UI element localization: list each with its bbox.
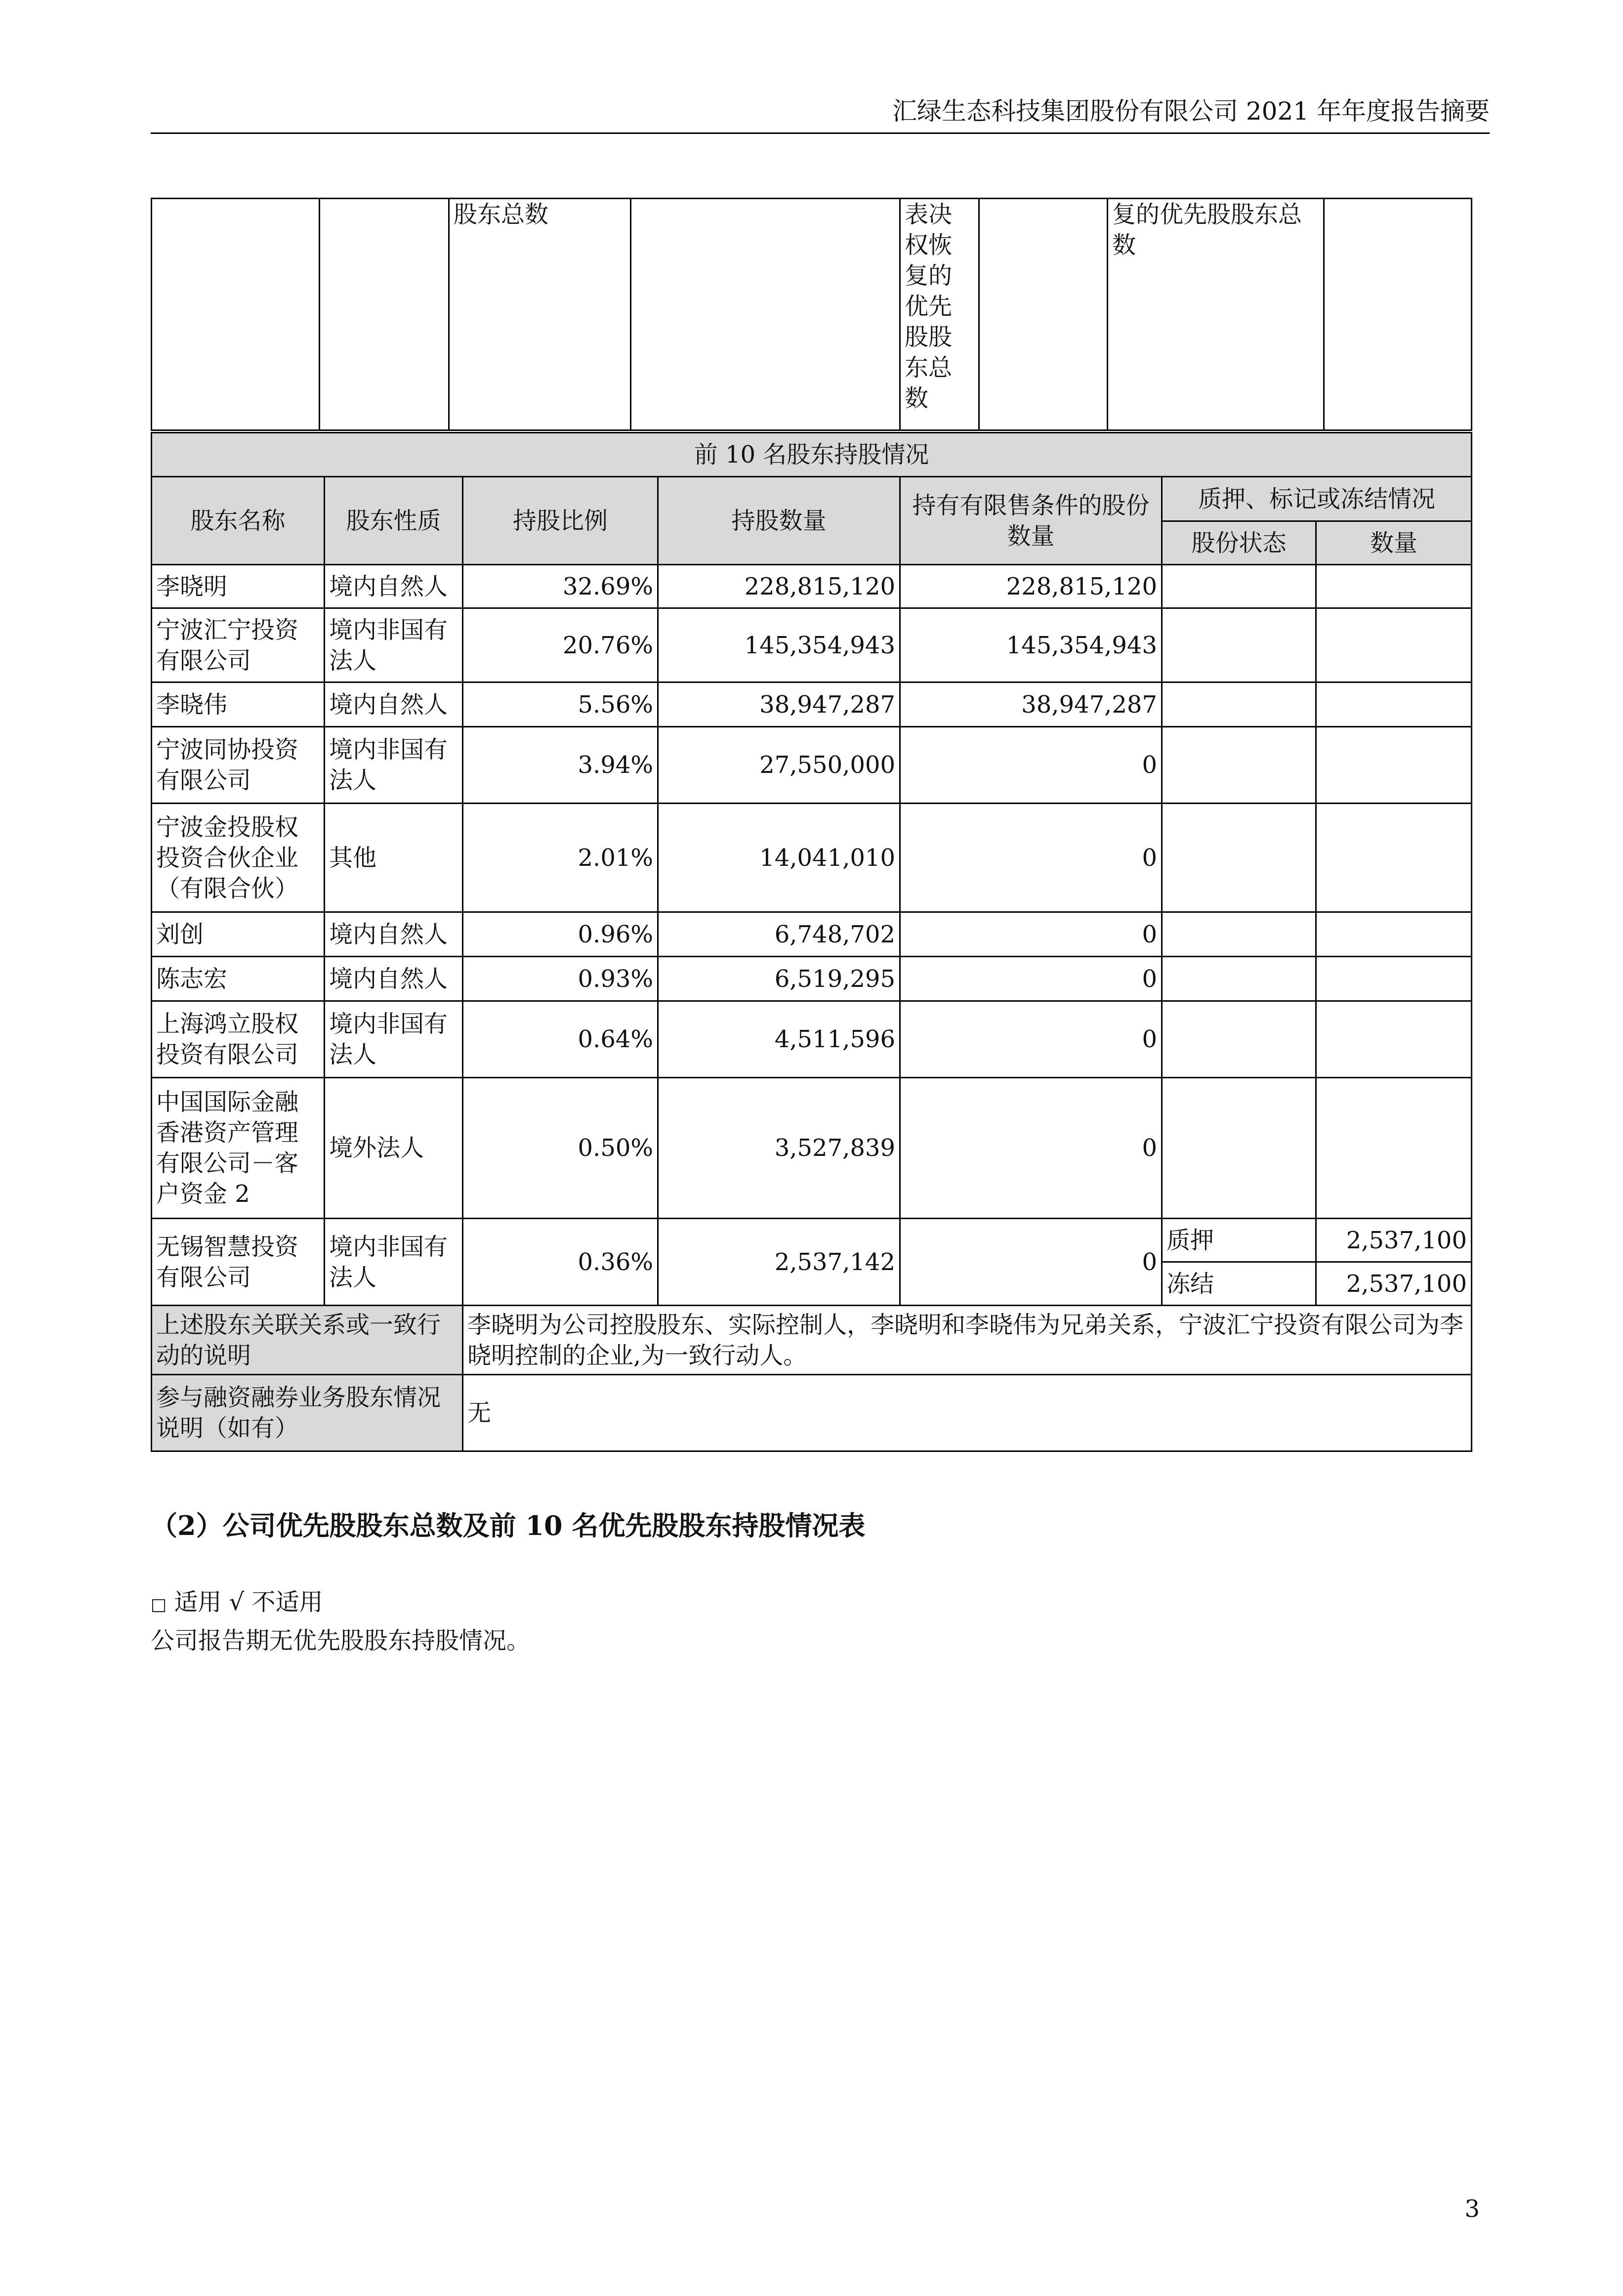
holding-quantity: 14,041,010 <box>658 804 900 912</box>
blank-cell <box>320 199 449 430</box>
shareholder-nature: 其他 <box>325 804 463 912</box>
shareholder-nature: 境外法人 <box>325 1078 463 1219</box>
pledge-status: 质押 <box>1162 1219 1316 1262</box>
preferred-restored-label: 复的优先股股东总数 <box>1108 199 1324 430</box>
restricted-quantity: 145,354,943 <box>900 608 1162 682</box>
margin-trading-text: 无 <box>463 1375 1472 1451</box>
header-nature: 股东性质 <box>325 477 463 565</box>
header-pledge-group: 质押、标记或冻结情况 <box>1162 477 1472 521</box>
restricted-quantity: 0 <box>900 727 1162 804</box>
shareholder-name: 宁波同协投资有限公司 <box>152 727 325 804</box>
shareholder-summary-fragment <box>151 198 1472 431</box>
holding-ratio: 2.01% <box>463 804 658 912</box>
shareholder-nature: 境内非国有法人 <box>325 608 463 682</box>
pledge-quantity <box>1316 957 1472 1001</box>
pledge-quantity <box>1316 727 1472 804</box>
header-name: 股东名称 <box>152 477 325 565</box>
holding-quantity: 27,550,000 <box>658 727 900 804</box>
table-row <box>152 912 1472 957</box>
table-row <box>152 682 1472 727</box>
restricted-quantity: 0 <box>900 1219 1162 1306</box>
table-row <box>152 1001 1472 1078</box>
holding-quantity: 228,815,120 <box>658 565 900 608</box>
shareholder-name: 刘创 <box>152 912 325 957</box>
holding-quantity: 6,748,702 <box>658 912 900 957</box>
holding-quantity: 6,519,295 <box>658 957 900 1001</box>
header-restricted: 持有有限售条件的股份数量 <box>900 477 1162 565</box>
blank-cell <box>1324 199 1472 430</box>
holding-ratio: 0.64% <box>463 1001 658 1078</box>
holding-quantity: 3,527,839 <box>658 1078 900 1219</box>
holding-ratio: 32.69% <box>463 565 658 608</box>
restricted-quantity: 0 <box>900 804 1162 912</box>
holding-ratio: 0.96% <box>463 912 658 957</box>
pledge-quantity <box>1316 682 1472 727</box>
pledge-status <box>1162 1078 1316 1219</box>
shareholder-name: 无锡智慧投资有限公司 <box>152 1219 325 1306</box>
table-row <box>152 727 1472 804</box>
pledge-status <box>1162 1001 1316 1078</box>
shareholder-name: 上海鸿立股权投资有限公司 <box>152 1001 325 1078</box>
pledge-status <box>1162 804 1316 912</box>
applicability-line <box>151 1587 323 1619</box>
pledge-status <box>1162 727 1316 804</box>
holding-ratio: 5.56% <box>463 682 658 727</box>
pledge-status <box>1162 912 1316 957</box>
vote-restored-label: 表决权恢复的优先股股东总数 <box>900 199 979 430</box>
holding-ratio: 0.36% <box>463 1219 658 1306</box>
header-pledge-status: 股份状态 <box>1162 521 1316 565</box>
pledge-quantity <box>1316 565 1472 608</box>
holding-ratio: 20.76% <box>463 608 658 682</box>
header-quantity: 持股数量 <box>658 477 900 565</box>
checkmark-icon: √ <box>229 1588 245 1616</box>
restricted-quantity: 38,947,287 <box>900 682 1162 727</box>
shareholder-nature: 境内自然人 <box>325 565 463 608</box>
relation-label: 上述股东关联关系或一致行动的说明 <box>152 1306 463 1375</box>
shareholder-nature: 境内非国有法人 <box>325 1219 463 1306</box>
table-row <box>152 957 1472 1001</box>
table-row <box>152 565 1472 608</box>
blank-cell <box>631 199 900 430</box>
holding-ratio: 3.94% <box>463 727 658 804</box>
relation-text: 李晓明为公司控股股东、实际控制人，李晓明和李晓伟为兄弟关系，宁波汇宁投资有限公司为李晓明控制的企业,为一致行动人。 <box>463 1306 1472 1375</box>
page-number: 3 <box>1464 2195 1480 2223</box>
pledge-status <box>1162 957 1316 1001</box>
pledge-status <box>1162 565 1316 608</box>
shareholder-nature: 境内自然人 <box>325 682 463 727</box>
section-title: （2）公司优先股股东总数及前 10 名优先股股东持股情况表 <box>151 1510 866 1541</box>
pledge-quantity <box>1316 804 1472 912</box>
header-pledge-quantity: 数量 <box>1316 521 1472 565</box>
restricted-quantity: 0 <box>900 1078 1162 1219</box>
top-10-shareholders-table <box>151 432 1472 1452</box>
not-applicable-label: 不适用 <box>251 1588 323 1616</box>
shareholder-name: 李晓伟 <box>152 682 325 727</box>
table-row <box>152 1219 1472 1262</box>
shareholder-name: 李晓明 <box>152 565 325 608</box>
pledge-status <box>1162 682 1316 727</box>
table-row <box>152 608 1472 682</box>
pledge-quantity: 2,537,100 <box>1316 1219 1472 1262</box>
restricted-quantity: 0 <box>900 1001 1162 1078</box>
applicable-label: 适用 <box>174 1588 222 1616</box>
holding-quantity: 38,947,287 <box>658 682 900 727</box>
shareholder-nature: 境内非国有法人 <box>325 1001 463 1078</box>
table-row <box>152 804 1472 912</box>
margin-trading-label: 参与融资融券业务股东情况说明（如有） <box>152 1375 463 1451</box>
holding-ratio: 0.93% <box>463 957 658 1001</box>
holding-quantity: 4,511,596 <box>658 1001 900 1078</box>
shareholder-name: 中国国际金融香港资产管理有限公司－客户资金 2 <box>152 1078 325 1219</box>
holding-quantity: 145,354,943 <box>658 608 900 682</box>
pledge-quantity <box>1316 608 1472 682</box>
freeze-status: 冻结 <box>1162 1262 1316 1306</box>
shareholder-name: 宁波金投股权投资合伙企业（有限合伙） <box>152 804 325 912</box>
table-row <box>152 1078 1472 1219</box>
holding-ratio: 0.50% <box>463 1078 658 1219</box>
header-ratio: 持股比例 <box>463 477 658 565</box>
running-header: 汇绿生态科技集团股份有限公司 2021 年年度报告摘要 <box>892 97 1490 126</box>
shareholder-total-label: 股东总数 <box>449 199 631 430</box>
freeze-quantity: 2,537,100 <box>1316 1262 1472 1306</box>
header-rule <box>151 132 1490 134</box>
checkbox-empty-icon: □ <box>151 1595 167 1615</box>
shareholder-nature: 境内非国有法人 <box>325 727 463 804</box>
shareholder-name: 陈志宏 <box>152 957 325 1001</box>
holding-quantity: 2,537,142 <box>658 1219 900 1306</box>
shareholder-nature: 境内自然人 <box>325 957 463 1001</box>
restricted-quantity: 228,815,120 <box>900 565 1162 608</box>
shareholder-name: 宁波汇宁投资有限公司 <box>152 608 325 682</box>
pledge-status <box>1162 608 1316 682</box>
restricted-quantity: 0 <box>900 957 1162 1001</box>
pledge-quantity <box>1316 1078 1472 1219</box>
table-caption: 前 10 名股东持股情况 <box>152 433 1472 477</box>
pledge-quantity <box>1316 912 1472 957</box>
blank-cell <box>979 199 1108 430</box>
no-preferred-note: 公司报告期无优先股股东持股情况。 <box>151 1627 531 1655</box>
blank-cell <box>152 199 320 430</box>
shareholder-nature: 境内自然人 <box>325 912 463 957</box>
pledge-quantity <box>1316 1001 1472 1078</box>
restricted-quantity: 0 <box>900 912 1162 957</box>
